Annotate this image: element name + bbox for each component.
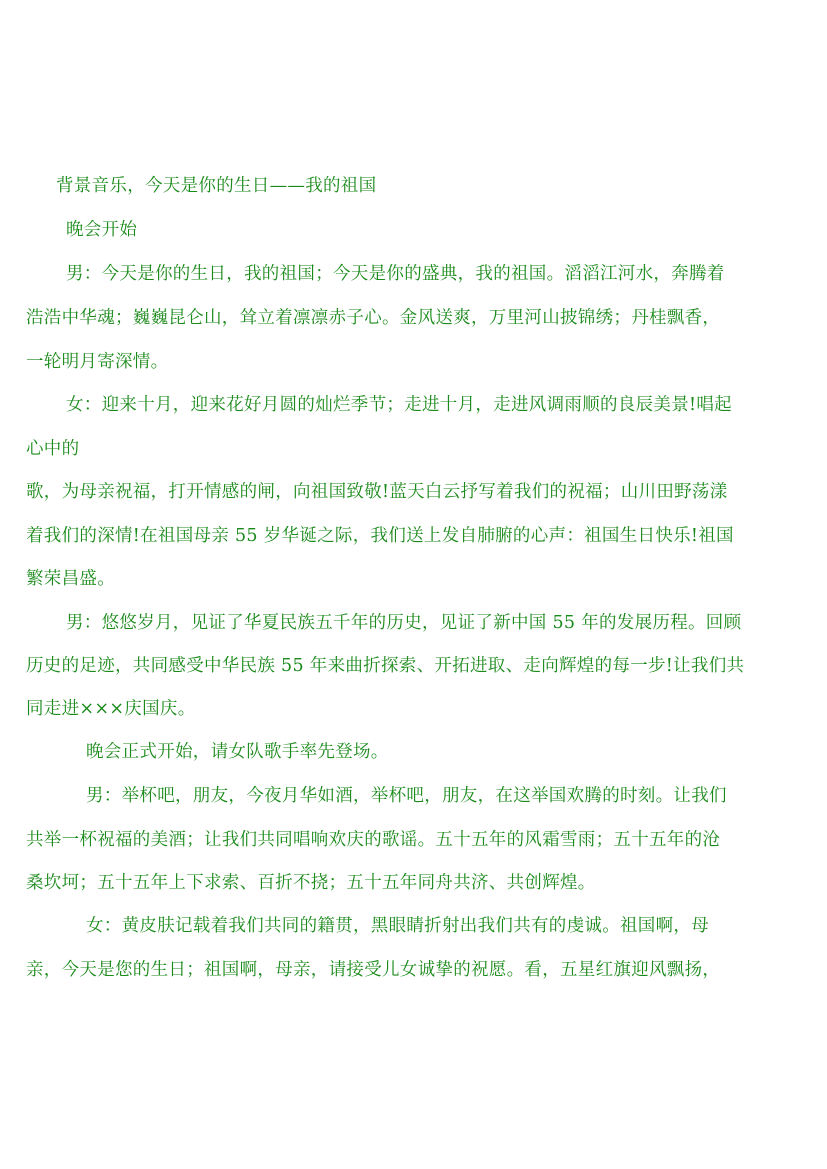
text-line: 繁荣昌盛。 bbox=[26, 569, 115, 589]
text-line: 心中的 bbox=[26, 439, 80, 459]
text-line: 晚会正式开始，请女队歌手率先登场。 bbox=[86, 742, 389, 762]
text-line: 歌，为母亲祝福，打开情感的闸，向祖国致敬!蓝天白云抒写着我们的祝福；山川田野荡漾 bbox=[26, 482, 728, 502]
text-line: 共举一杯祝福的美酒；让我们共同唱响欢庆的歌谣。五十五年的风霜雪雨；五十五年的沧 bbox=[26, 830, 721, 850]
text-line: 男：举杯吧，朋友，今夜月华如酒，举杯吧，朋友，在这举国欢腾的时刻。让我们 bbox=[86, 786, 727, 806]
text-line: 男：悠悠岁月，见证了华夏民族五千年的历史，见证了新中国 55 年的发展历程。回顾 bbox=[66, 613, 742, 633]
text-line: 同走进×××庆国庆。 bbox=[26, 699, 196, 719]
text-line-background-music: 背景音乐，今天是你的生日——我的祖国 bbox=[56, 176, 377, 196]
text-line: 历史的足迹，共同感受中华民族 55 年来曲折探索、开拓进取、走向辉煌的每一步!让我们共 bbox=[26, 656, 745, 676]
text-line: 着我们的深情!在祖国母亲 55 岁华诞之际，我们送上发自肺腑的心声：祖国生日快乐!祖国 bbox=[26, 526, 734, 546]
text-line: 亲，今天是您的生日；祖国啊，母亲，请接受儿女诚挚的祝愿。看，五星红旗迎风飘扬， bbox=[26, 960, 721, 980]
text-line: 浩浩中华魂；巍巍昆仑山，耸立着凛凛赤子心。金风送爽，万里河山披锦绣；丹桂飘香， bbox=[26, 308, 721, 328]
text-line: 女：迎来十月，迎来花好月圆的灿烂季节；走进十月，走进风调雨顺的良辰美景!唱起 bbox=[66, 395, 732, 415]
text-line: 女：黄皮肤记载着我们共同的籍贯，黑眼睛折射出我们共有的虔诚。祖国啊，母 bbox=[86, 916, 709, 936]
text-line: 男：今天是你的生日，我的祖国；今天是你的盛典，我的祖国。滔滔江河水，奔腾着 bbox=[66, 264, 725, 284]
text-line: 一轮明月寄深情。 bbox=[26, 352, 169, 372]
text-line: 桑坎坷；五十五年上下求索、百折不挠；五十五年同舟共济、共创辉煌。 bbox=[26, 873, 596, 893]
text-line-party-begins: 晚会开始 bbox=[66, 220, 138, 240]
